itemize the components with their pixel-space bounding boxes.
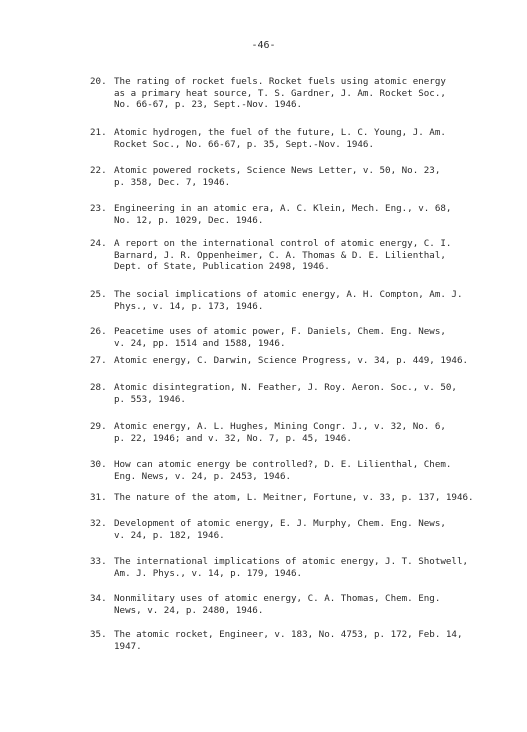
reference-entry bbox=[90, 165, 520, 188]
reference-number: 22. bbox=[90, 165, 107, 176]
reference-line: v. 24, pp. 1514 and 1588, 1946. bbox=[114, 337, 286, 349]
reference-line: No. 12, p. 1029, Dec. 1946. bbox=[114, 214, 264, 226]
reference-entry bbox=[90, 289, 520, 312]
reference-line: Atomic hydrogen, the fuel of the future, L. C. Young, J. Am. bbox=[114, 127, 446, 138]
page-number: -46- bbox=[251, 40, 276, 51]
reference-number: 26. bbox=[90, 326, 107, 337]
reference-line: Eng. News, v. 24, p. 2453, 1946. bbox=[114, 470, 292, 482]
reference-line: Peacetime uses of atomic power, F. Daniels, Chem. Eng. News, bbox=[114, 326, 446, 337]
reference-entry bbox=[90, 326, 520, 349]
reference-line: as a primary heat source, T. S. Gardner, J. Am. Rocket Soc., bbox=[114, 87, 446, 99]
reference-line: News, v. 24, p. 2480, 1946. bbox=[114, 604, 264, 616]
reference-entry bbox=[90, 492, 520, 504]
reference-entry bbox=[90, 382, 520, 405]
reference-line: Atomic energy, C. Darwin, Science Progress, v. 34, p. 449, 1946. bbox=[114, 355, 469, 366]
reference-number: 34. bbox=[90, 593, 107, 604]
reference-number: 33. bbox=[90, 556, 107, 567]
reference-entry bbox=[90, 203, 520, 226]
reference-line: A report on the international control of atomic energy, C. I. bbox=[114, 238, 452, 249]
reference-entry bbox=[90, 76, 520, 111]
reference-number: 28. bbox=[90, 382, 107, 393]
reference-number: 20. bbox=[90, 76, 107, 87]
reference-number: 29. bbox=[90, 421, 107, 432]
reference-entry bbox=[90, 421, 520, 444]
reference-number: 25. bbox=[90, 289, 107, 300]
reference-line: The rating of rocket fuels. Rocket fuels using atomic energy bbox=[114, 76, 446, 87]
reference-line: Phys., v. 14, p. 173, 1946. bbox=[114, 300, 264, 312]
reference-line: p. 22, 1946; and v. 32, No. 7, p. 45, 1946. bbox=[114, 432, 352, 444]
reference-number: 31. bbox=[90, 492, 107, 503]
reference-entry bbox=[90, 556, 520, 579]
reference-line: p. 553, 1946. bbox=[114, 393, 186, 405]
reference-line: Atomic disintegration, N. Feather, J. Roy. Aeron. Soc., v. 50, bbox=[114, 382, 457, 393]
reference-entry bbox=[90, 518, 520, 541]
reference-number: 24. bbox=[90, 238, 107, 249]
reference-line: Nonmilitary uses of atomic energy, C. A. Thomas, Chem. Eng. bbox=[114, 593, 441, 604]
reference-line: Dept. of State, Publication 2498, 1946. bbox=[114, 261, 330, 272]
reference-entry bbox=[90, 593, 520, 616]
reference-number: 23. bbox=[90, 203, 107, 214]
reference-number: 35. bbox=[90, 629, 107, 640]
reference-line: Rocket Soc., No. 66-67, p. 35, Sept.-Nov. 1946. bbox=[114, 138, 374, 150]
reference-line: Barnard, J. R. Oppenheimer, C. A. Thomas & D. E. Lilienthal, bbox=[114, 249, 446, 261]
reference-line: Engineering in an atomic era, A. C. Klein, Mech. Eng., v. 68, bbox=[114, 203, 452, 214]
reference-entry bbox=[90, 127, 520, 150]
reference-line: How can atomic energy be controlled?, D. E. Lilienthal, Chem. bbox=[114, 459, 452, 470]
reference-entry bbox=[90, 355, 520, 367]
reference-number: 30. bbox=[90, 459, 107, 470]
reference-line: The nature of the atom, L. Meitner, Fortune, v. 33, p. 137, 1946. bbox=[114, 492, 474, 503]
reference-number: 21. bbox=[90, 127, 107, 138]
reference-line: No. 66-67, p. 23, Sept.-Nov. 1946. bbox=[114, 99, 303, 110]
reference-line: The international implications of atomic energy, J. T. Shotwell, bbox=[114, 556, 469, 567]
reference-line: Development of atomic energy, E. J. Murphy, Chem. Eng. News, bbox=[114, 518, 446, 529]
reference-line: Am. J. Phys., v. 14, p. 179, 1946. bbox=[114, 567, 303, 579]
reference-line: The atomic rocket, Engineer, v. 183, No. 4753, p. 172, Feb. 14, bbox=[114, 629, 463, 640]
reference-number: 27. bbox=[90, 355, 107, 366]
reference-line: p. 358, Dec. 7, 1946. bbox=[114, 176, 231, 188]
reference-line: The social implications of atomic energy, A. H. Compton, Am. J. bbox=[114, 289, 463, 300]
reference-line: Atomic powered rockets, Science News Letter, v. 50, No. 23, bbox=[114, 165, 441, 176]
reference-line: Atomic energy, A. L. Hughes, Mining Congr. J., v. 32, No. 6, bbox=[114, 421, 446, 432]
reference-entry bbox=[90, 459, 520, 482]
reference-entry bbox=[90, 238, 520, 273]
reference-line: 1947. bbox=[114, 640, 142, 652]
reference-number: 32. bbox=[90, 518, 107, 529]
reference-entry bbox=[90, 629, 520, 652]
reference-line: v. 24, p. 182, 1946. bbox=[114, 529, 225, 541]
